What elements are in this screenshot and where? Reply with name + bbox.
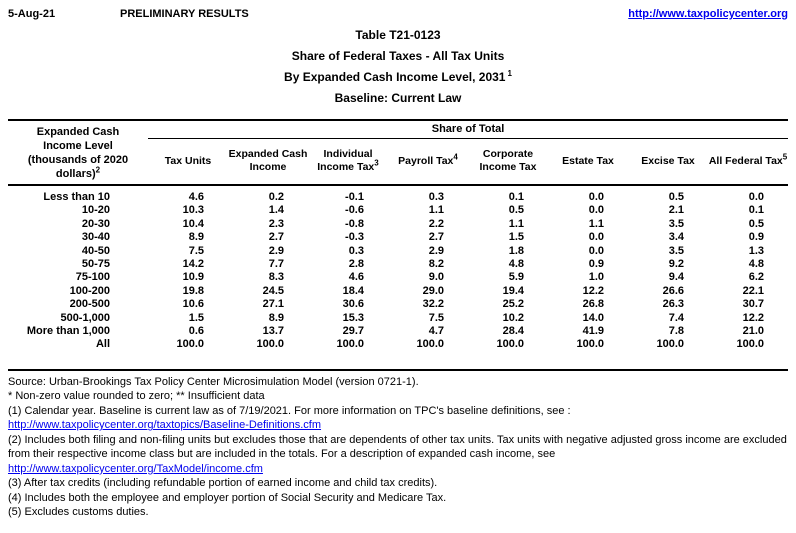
value-cell: 100.0: [496, 338, 524, 351]
table-row: [8, 338, 788, 351]
income-definition-link[interactable]: http://www.taxpolicycenter.org/TaxModel/income.cfm: [8, 462, 263, 475]
income-level-cell: 30-40: [81, 231, 110, 244]
value-cell: 19.8: [182, 284, 204, 297]
value-cell: 2.1: [668, 204, 684, 217]
value-cell: 2.2: [428, 217, 444, 230]
value-cell: 10.4: [182, 217, 204, 230]
value-cell: 0.0: [588, 191, 604, 203]
table-row: [8, 312, 788, 325]
value-cell: -0.6: [345, 204, 364, 217]
col-header-expanded-cash-income: Expanded Cash Income: [228, 138, 308, 185]
value-cell: 100.0: [416, 338, 444, 351]
value-cell: 15.3: [342, 311, 364, 324]
footnote-ref-4: 4: [453, 152, 458, 162]
footnote-1: (1) Calendar year. Baseline is current law as of 7/19/2021. For more information on TPC's baseline definitions, see :: [8, 404, 571, 417]
value-cell: 0.5: [508, 204, 524, 217]
footnote-ref-3: 3: [374, 158, 379, 168]
value-cell: 100.0: [656, 338, 684, 351]
value-cell: 4.6: [348, 271, 364, 284]
value-cell: 4.7: [428, 325, 444, 338]
table-row: [8, 185, 788, 204]
value-cell: 30.6: [342, 298, 364, 311]
table-row: [8, 204, 788, 217]
value-cell: 100.0: [576, 338, 604, 351]
value-cell: 10.2: [502, 311, 524, 324]
value-cell: 24.5: [262, 284, 284, 297]
footnote-5: (5) Excludes customs duties.: [8, 506, 149, 519]
value-cell: 5.9: [508, 271, 524, 284]
table-row: [8, 258, 788, 271]
title-block: [0, 25, 796, 109]
footnote-ref-5: 5: [782, 152, 788, 162]
value-cell: 7.7: [268, 258, 284, 271]
value-cell: 22.1: [742, 284, 765, 297]
col-header-estate-tax: Estate Tax: [548, 138, 628, 185]
value-cell: 27.1: [262, 298, 284, 311]
value-cell: 0.5: [668, 191, 684, 203]
value-cell: 8.3: [268, 271, 284, 284]
value-cell: 2.9: [428, 244, 444, 257]
span-header-row: [8, 121, 788, 138]
value-cell: 100.0: [256, 338, 284, 351]
value-cell: 0.0: [588, 204, 604, 217]
col-header-individual-income-tax: Individual Income Tax$^3$: [308, 138, 388, 185]
income-level-cell: 75-100: [75, 271, 110, 284]
table-row: [8, 245, 788, 258]
value-cell: 1.5: [188, 311, 204, 324]
income-level-cell: All: [95, 338, 110, 351]
value-cell: 3.5: [668, 217, 684, 230]
table-row: [8, 231, 788, 244]
preliminary-results-label: PRELIMINARY RESULTS: [120, 8, 249, 20]
footnote-2: (2) Includes both filing and non-filing units but excludes those that are dependents of other tax units. Tax units with negative adjusted gross income are excluded from their respective income class but are included in the totals. For a description of expanded cash income, see: [8, 433, 787, 461]
income-level-column-header: Expanded Cash Income Level (thousands of 2020 dollars)$^2$: [8, 121, 148, 185]
table-row: [8, 285, 788, 298]
value-cell: 0.0: [748, 191, 765, 203]
value-cell: 1.5: [508, 231, 524, 244]
table-body: [8, 185, 788, 352]
value-cell: 19.4: [502, 284, 524, 297]
value-cell: 26.3: [662, 298, 684, 311]
income-level-cell: 500-1,000: [60, 311, 110, 324]
value-cell: 1.8: [508, 244, 524, 257]
value-cell: 7.4: [668, 311, 684, 324]
share-of-federal-taxes-table: [8, 121, 788, 352]
value-cell: 0.2: [268, 191, 284, 203]
value-cell: 1.1: [508, 217, 524, 230]
footnotes: [8, 375, 788, 520]
table-row: [8, 298, 788, 311]
value-cell: 0.6: [188, 325, 204, 338]
value-cell: 1.3: [748, 244, 765, 257]
taxpolicycenter-link[interactable]: http://www.taxpolicycenter.org: [628, 8, 788, 20]
value-cell: 10.6: [182, 298, 204, 311]
value-cell: 1.1: [588, 217, 604, 230]
income-level-cell: Less than 10: [43, 191, 110, 203]
value-cell: 26.8: [582, 298, 604, 311]
table-row: [8, 218, 788, 231]
value-cell: 2.7: [428, 231, 444, 244]
income-level-cell: 10-20: [81, 204, 110, 217]
income-level-cell: 40-50: [81, 244, 110, 257]
value-cell: 0.9: [748, 231, 765, 244]
income-level-cell: 20-30: [81, 217, 110, 230]
value-cell: 2.3: [268, 217, 284, 230]
table-row: [8, 325, 788, 338]
table-bottom-rule: [8, 369, 788, 371]
income-level-cell: 200-500: [69, 298, 110, 311]
value-cell: -0.3: [345, 231, 364, 244]
nonzero-note: * Non-zero value rounded to zero; ** Insufficient data: [8, 390, 265, 403]
value-cell: 3.4: [668, 231, 684, 244]
value-cell: 14.2: [182, 258, 204, 271]
value-cell: -0.8: [345, 217, 364, 230]
value-cell: 8.9: [268, 311, 284, 324]
value-cell: 0.3: [348, 244, 364, 257]
value-cell: 10.9: [182, 271, 204, 284]
value-cell: 4.8: [508, 258, 524, 271]
col-header-corporate-income-tax: Corporate Income Tax: [468, 138, 548, 185]
value-cell: 8.2: [428, 258, 444, 271]
value-cell: 4.6: [188, 191, 204, 203]
value-cell: 0.1: [508, 191, 524, 203]
value-cell: 7.5: [188, 244, 204, 257]
table-row: [8, 271, 788, 284]
value-cell: 9.2: [668, 258, 684, 271]
value-cell: 7.5: [428, 311, 444, 324]
footnote-ref-2: 2: [95, 164, 101, 174]
col-header-tax-units: Tax Units: [148, 138, 228, 185]
value-cell: 14.0: [582, 311, 604, 324]
value-cell: 10.3: [182, 204, 204, 217]
footnote-3: (3) After tax credits (including refundable portion of earned income and child tax credits).: [8, 477, 438, 490]
value-cell: 29.0: [422, 284, 444, 297]
value-cell: 25.2: [502, 298, 524, 311]
value-cell: 12.2: [742, 311, 765, 324]
top-bar: [0, 0, 796, 20]
value-cell: 26.6: [662, 284, 684, 297]
income-level-cell: 50-75: [81, 258, 110, 271]
income-level-cell: 100-200: [69, 284, 110, 297]
value-cell: 0.0: [588, 231, 604, 244]
table-main-title: Share of Federal Taxes - All Tax Units: [291, 49, 505, 63]
value-cell: 30.7: [742, 298, 765, 311]
footnote-4: (4) Includes both the employee and employer portion of Social Security and Medicare Tax.: [8, 491, 447, 504]
value-cell: 4.8: [748, 258, 765, 271]
baseline-definitions-link[interactable]: http://www.taxpolicycenter.org/taxtopics/Baseline-Definitions.cfm: [8, 419, 322, 432]
table-number-title: Table T21-0123: [355, 28, 441, 42]
value-cell: 21.0: [742, 325, 765, 338]
value-cell: 7.8: [668, 325, 684, 338]
report-date: 5-Aug-21: [8, 8, 56, 20]
value-cell: 0.1: [748, 204, 765, 217]
baseline-title: Baseline: Current Law: [334, 91, 462, 105]
value-cell: 100.0: [336, 338, 364, 351]
value-cell: 1.4: [268, 204, 284, 217]
value-cell: 9.4: [668, 271, 684, 284]
value-cell: 3.5: [668, 244, 684, 257]
value-cell: 0.0: [588, 244, 604, 257]
col-header-all-federal-tax: All Federal Tax$^5$: [708, 138, 788, 185]
col-header-payroll-tax: Payroll Tax$^4$: [388, 138, 468, 185]
table-sub-title: By Expanded Cash Income Level, 2031 $^1$: [284, 69, 512, 84]
share-of-total-header: Share of Total: [148, 121, 788, 138]
value-cell: 18.4: [342, 284, 364, 297]
value-cell: 32.2: [422, 298, 444, 311]
value-cell: 0.5: [748, 217, 765, 230]
income-level-cell: More than 1,000: [26, 325, 110, 338]
value-cell: -0.1: [345, 191, 364, 203]
value-cell: 6.2: [748, 271, 765, 284]
value-cell: 0.3: [428, 191, 444, 203]
value-cell: 100.0: [176, 338, 204, 351]
value-cell: 13.7: [262, 325, 284, 338]
source-note: Source: Urban-Brookings Tax Policy Center Microsimulation Model (version 0721-1).: [8, 375, 419, 388]
value-cell: 8.9: [188, 231, 204, 244]
value-cell: 29.7: [342, 325, 364, 338]
value-cell: 2.9: [268, 244, 284, 257]
col-header-excise-tax: Excise Tax: [628, 138, 708, 185]
value-cell: 2.7: [268, 231, 284, 244]
value-cell: 2.8: [348, 258, 364, 271]
value-cell: 100.0: [736, 338, 765, 351]
value-cell: 12.2: [582, 284, 604, 297]
value-cell: 41.9: [582, 325, 604, 338]
value-cell: 28.4: [502, 325, 524, 338]
value-cell: 0.9: [588, 258, 604, 271]
value-cell: 1.0: [588, 271, 604, 284]
value-cell: 1.1: [428, 204, 444, 217]
footnote-ref-1: 1: [507, 69, 512, 78]
value-cell: 9.0: [428, 271, 444, 284]
